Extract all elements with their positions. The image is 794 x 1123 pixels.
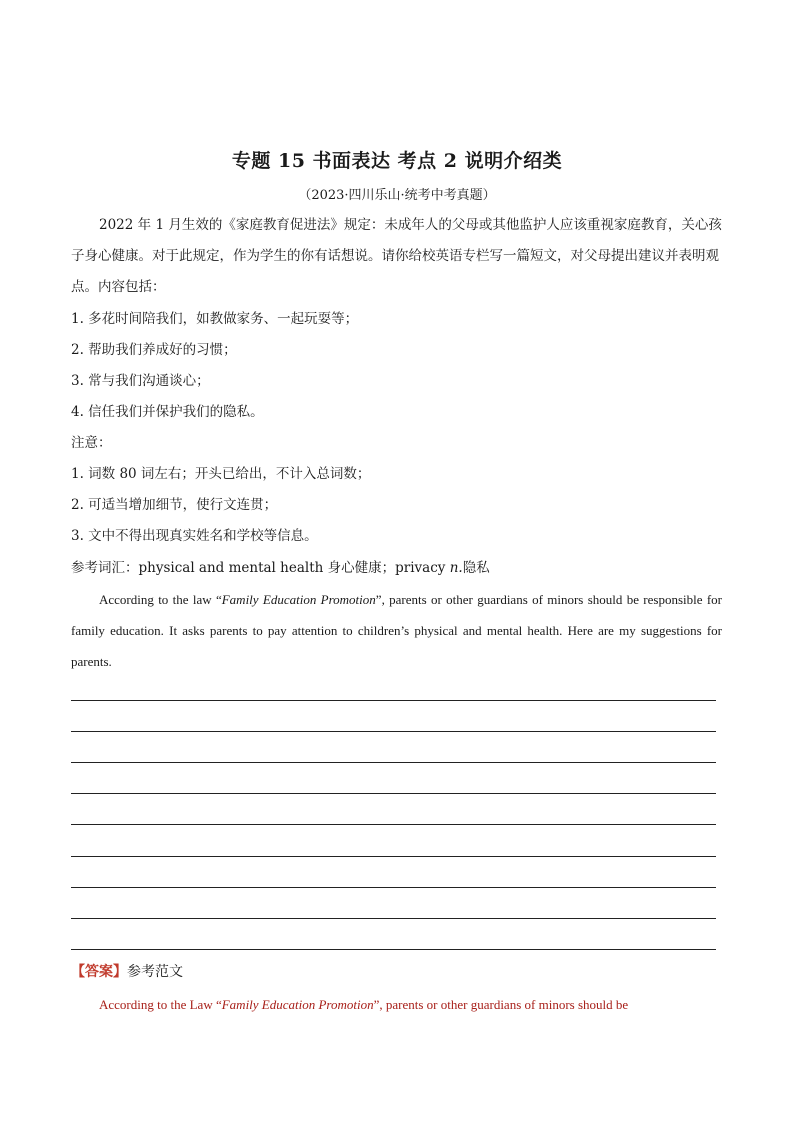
writing-line[interactable]	[71, 918, 716, 919]
vocab-suffix: 隐私	[462, 560, 490, 576]
question-source: （2023·四川乐山·统考中考真题）	[298, 188, 496, 203]
writing-line[interactable]	[71, 793, 716, 794]
answer-part-1: According to the Law “	[99, 997, 222, 1012]
vocab-pos: n.	[449, 560, 463, 576]
prompt-point-2: 2. 帮助我们养成好的习惯；	[71, 342, 237, 358]
essay-part-1: According to the law “	[99, 592, 222, 607]
page-title: 专题 15 书面表达 考点 2 说明介绍类	[231, 150, 563, 172]
writing-line[interactable]	[71, 824, 716, 825]
prompt-point-3: 3. 常与我们沟通谈心；	[71, 373, 210, 389]
writing-line[interactable]	[71, 856, 716, 857]
answer-text	[99, 995, 628, 1015]
essay-part-2: ”, parents or other guardians of minors should be responsible for family education. It asks parents to pay attention to children’s physical and mental health. Here are my suggestions for parents.	[71, 592, 722, 669]
law-name: Family Education Promotion	[221, 592, 376, 607]
writing-line[interactable]	[71, 731, 716, 732]
writing-line[interactable]	[71, 949, 716, 950]
note-2: 2. 可适当增加细节，使行文连贯；	[71, 497, 278, 513]
essay-opening	[71, 584, 722, 677]
note-1: 1. 词数 80 词左右；开头已给出，不计入总词数；	[71, 466, 371, 482]
writing-line[interactable]	[71, 762, 716, 763]
prompt-point-4: 4. 信任我们并保护我们的隐私。	[71, 404, 264, 420]
answer-bracket-label: 【答案】	[71, 964, 127, 980]
note-3: 3. 文中不得出现真实姓名和学校等信息。	[71, 528, 318, 544]
answer-heading	[71, 962, 183, 982]
writing-line[interactable]	[71, 887, 716, 888]
vocab-hint	[71, 558, 490, 578]
vocab-prefix: 参考词汇：physical and mental health 身心健康；privacy	[71, 560, 450, 576]
prompt-point-1: 1. 多花时间陪我们，如教做家务、一起玩耍等；	[71, 311, 359, 327]
writing-line[interactable]	[71, 700, 716, 701]
prompt-intro: 2022 年 1 月生效的《家庭教育促进法》规定：未成年人的父母或其他监护人应该重视家庭教育，关心孩子身心健康。对于此规定，作为学生的你有话想说。请你给校英语专栏写一篇短文，对父母提出建议并表明观点。内容包括：	[71, 217, 722, 295]
answer-label: 参考范文	[127, 964, 183, 980]
answer-part-2: ”, parents or other guardians of minors should be	[373, 997, 629, 1012]
answer-law-name: Family Education Promotion	[221, 997, 374, 1012]
notes-label: 注意：	[71, 435, 112, 451]
